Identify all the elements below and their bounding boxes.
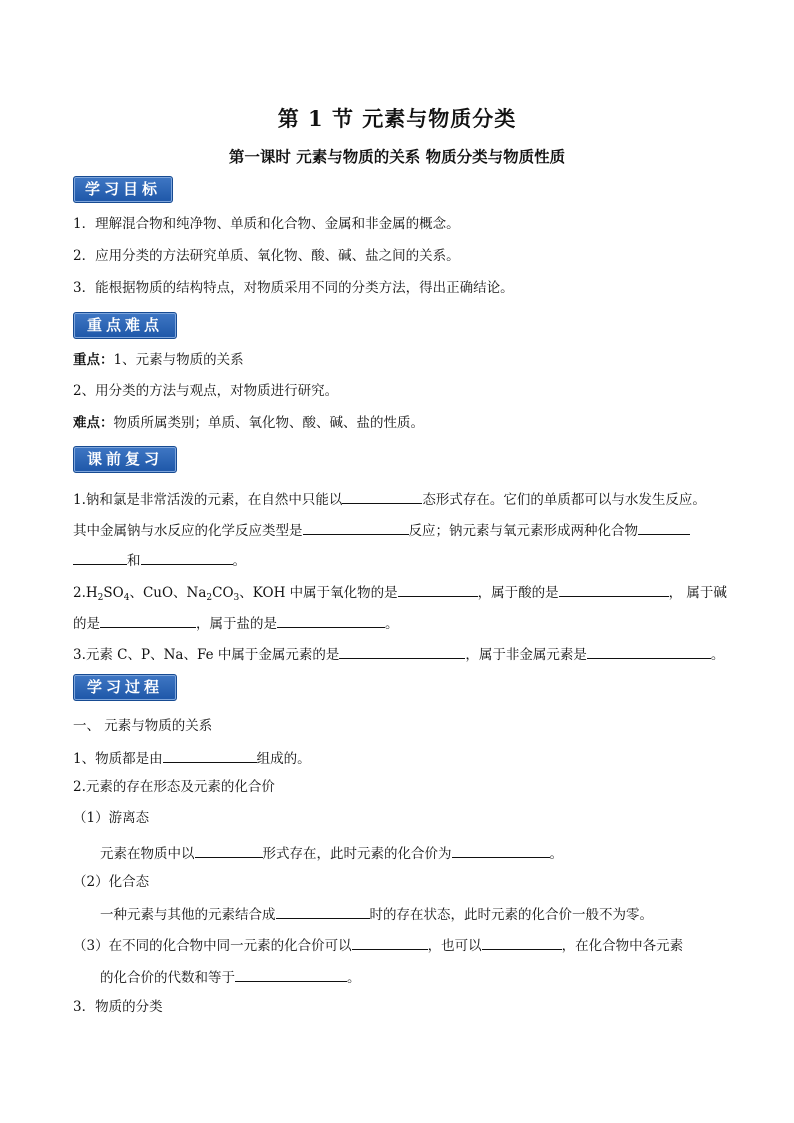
process-p2-3-cont: [100, 966, 361, 987]
answer-blank[interactable]: [587, 643, 711, 659]
review-q2-line2: [73, 612, 399, 633]
answer-blank[interactable]: [195, 842, 263, 858]
process-text: （3）在不同的化合物中同一元素的化合价可以: [73, 938, 352, 954]
answer-blank[interactable]: [235, 966, 347, 982]
subscript: 3: [233, 593, 240, 603]
review-q1-text: 其中金属钠与水反应的化学反应类型是: [73, 523, 303, 539]
answer-blank[interactable]: [163, 747, 257, 763]
answer-blank[interactable]: [482, 934, 562, 950]
process-text: 组成的。: [256, 751, 311, 767]
answer-blank[interactable]: [638, 519, 690, 535]
review-q1-line2: [73, 519, 690, 540]
review-q3-text: ，属于非金属元素是: [465, 647, 587, 663]
goal-item: 2．应用分类的方法研究单质、氧化物、酸、碱、盐之间的关系。: [73, 248, 460, 264]
review-q2-text: ，属于酸的是: [477, 585, 559, 601]
answer-blank[interactable]: [559, 581, 669, 597]
review-q3-text: 。: [710, 647, 725, 663]
process-text: 1、物质都是由: [73, 751, 163, 767]
process-p1: [73, 747, 311, 768]
page-title: 第 1 节 元素与物质分类: [277, 106, 517, 131]
answer-blank[interactable]: [277, 612, 385, 628]
answer-blank[interactable]: [141, 549, 233, 565]
review-q1-line1: [73, 488, 706, 509]
process-text: ，在化合物中各元素: [561, 938, 684, 954]
review-q3-text: 3.元素 C、P、Na、Fe 中属于金属元素的是: [73, 647, 340, 663]
review-q1-text: 和: [127, 553, 141, 569]
process-p2-2: （2）化合态: [73, 874, 150, 890]
review-q1-text: 反应；钠元素与氧元素形成两种化合物: [408, 523, 638, 539]
section-badge-key: 重点难点: [73, 312, 177, 339]
review-q2-text: 的是: [73, 616, 100, 632]
process-p2-1-text: [100, 842, 563, 863]
process-text: 。: [347, 970, 361, 986]
process-p2-2-text: [100, 903, 653, 924]
review-q3-line: [73, 643, 724, 664]
focus-line: [73, 351, 244, 369]
section-badge-process: 学习过程: [73, 674, 177, 701]
process-p3: 3．物质的分类: [73, 999, 163, 1015]
subscript: 2: [97, 593, 104, 603]
section-badge-review: 课前复习: [73, 446, 177, 473]
process-text: 一种元素与其他的元素结合成: [100, 907, 276, 923]
process-text: 的化合价的代数和等于: [100, 970, 235, 986]
review-q1-line3: [73, 549, 246, 570]
process-text: ，也可以: [427, 938, 482, 954]
answer-blank[interactable]: [352, 934, 428, 950]
process-text: 形式存在，此时元素的化合价为: [262, 846, 452, 862]
review-q2-text: 、KOH 中属于氧化物的是: [239, 585, 398, 601]
focus-text: 1、元素与物质的关系: [113, 352, 244, 368]
review-q2-text: 、CuO、Na: [129, 585, 207, 601]
subscript: 2: [206, 593, 213, 603]
answer-blank[interactable]: [276, 903, 370, 919]
subscript: 4: [123, 593, 130, 603]
review-q2-text: ， 属于碱: [668, 585, 727, 601]
review-q2-text: ，属于盐的是: [196, 616, 277, 632]
answer-blank[interactable]: [398, 581, 478, 597]
review-q2-text: SO: [103, 585, 124, 601]
review-q2-line1: [73, 581, 727, 602]
process-p2-1: （1）游离态: [73, 810, 150, 826]
review-q1-text: 1.钠和氯是非常活泼的元素，在自然中只能以: [73, 492, 343, 508]
difficulty-line: [73, 414, 424, 432]
process-p2: 2.元素的存在形态及元素的化合价: [73, 779, 275, 795]
process-text: 元素在物质中以: [100, 846, 195, 862]
process-text: 。: [549, 846, 563, 862]
process-text: 时的存在状态，此时元素的化合价一般不为零。: [369, 907, 653, 923]
review-q2-text: 。: [385, 616, 399, 632]
goal-item: 3．能根据物质的结构特点，对物质采用不同的分类方法，得出正确结论。: [73, 280, 514, 296]
review-q2-text: CO: [212, 585, 234, 601]
goal-item: 1．理解混合物和纯净物、单质和化合物、金属和非金属的概念。: [73, 216, 460, 232]
review-q1-text: 。: [232, 553, 246, 569]
process-p2-3: [73, 934, 683, 955]
answer-blank[interactable]: [100, 612, 196, 628]
answer-blank[interactable]: [452, 842, 550, 858]
answer-blank[interactable]: [342, 488, 422, 504]
review-q2-text: 2.H: [73, 585, 98, 601]
page-subtitle: 第一课时 元素与物质的关系 物质分类与物质性质: [228, 147, 566, 166]
focus-label: 重点：: [73, 352, 114, 368]
section-badge-goals: 学习目标: [73, 176, 173, 203]
difficulty-text: 物质所属类别；单质、氧化物、酸、碱、盐的性质。: [113, 415, 424, 431]
review-q1-text: 态形式存在。它们的单质都可以与水发生反应。: [422, 492, 706, 508]
answer-blank[interactable]: [339, 643, 465, 659]
difficulty-label: 难点：: [73, 415, 114, 431]
process-heading: 一、 元素与物质的关系: [73, 718, 213, 734]
answer-blank[interactable]: [303, 519, 409, 535]
answer-blank[interactable]: [73, 549, 127, 565]
focus-line-2: 2、用分类的方法与观点，对物质进行研究。: [73, 383, 339, 399]
